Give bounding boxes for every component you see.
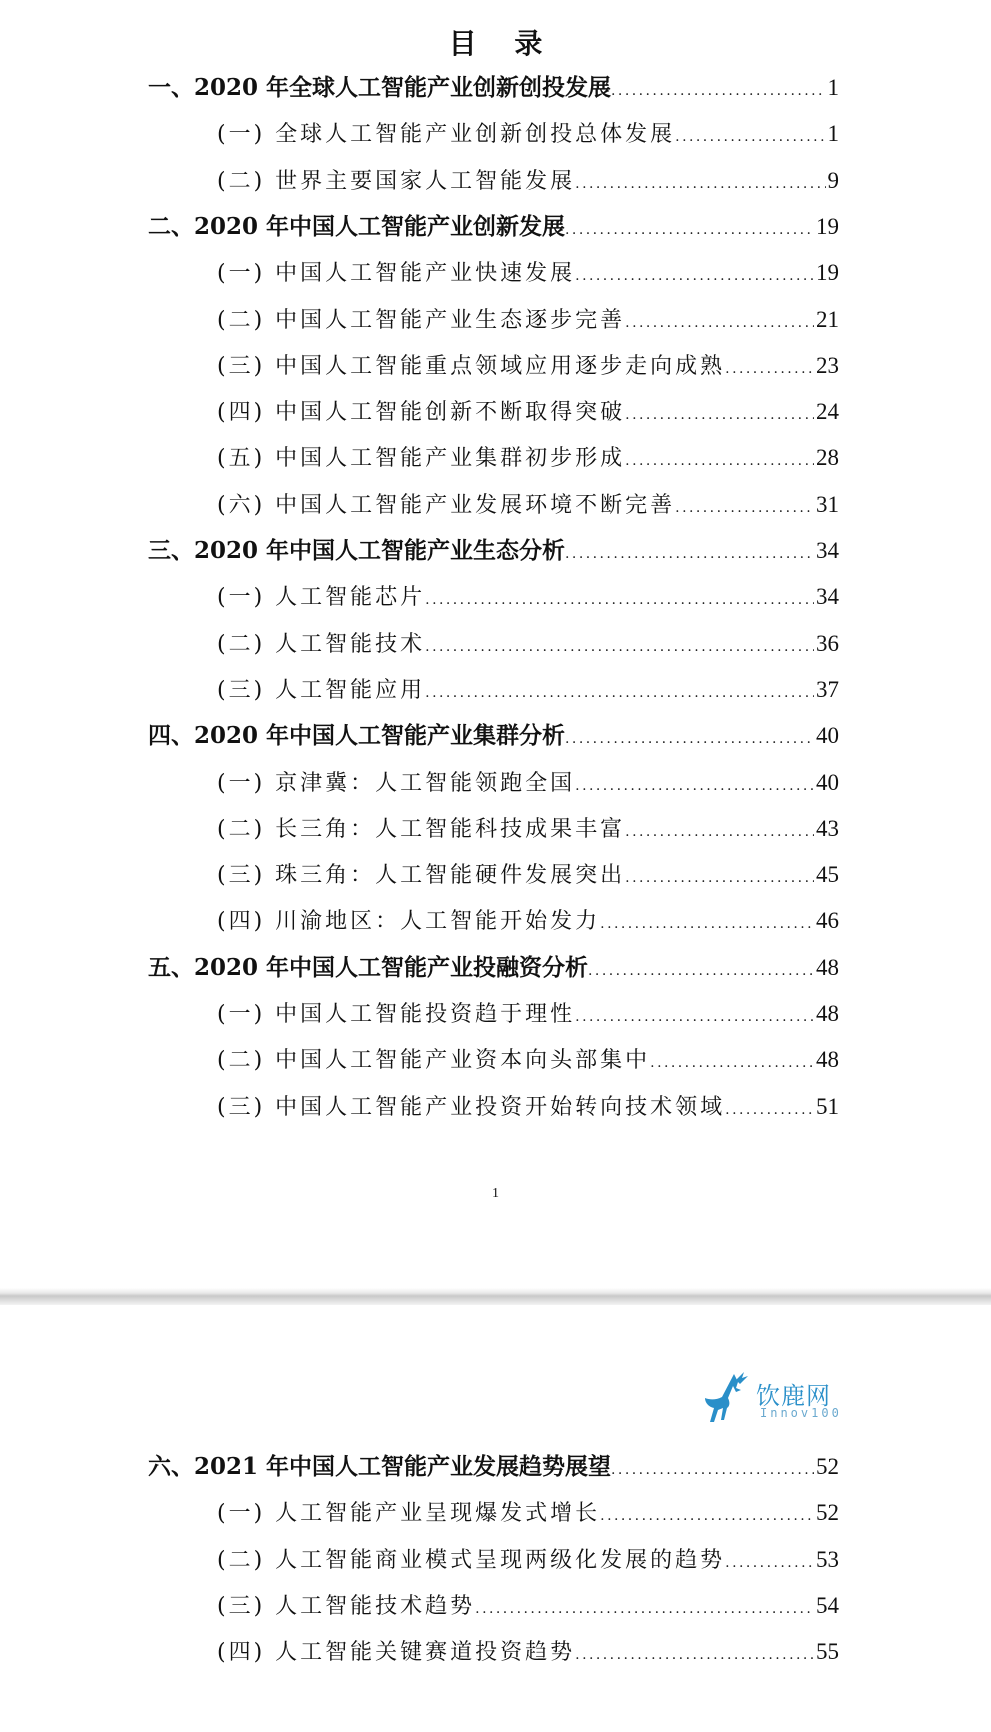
toc-section-entry[interactable] bbox=[217, 1493, 839, 1533]
toc-page-number: 51 bbox=[816, 1093, 839, 1119]
toc-entry-label: (三) 人工智能技术趋势 bbox=[217, 1593, 476, 1619]
toc-dot-leader bbox=[575, 764, 814, 806]
toc-page-number: 46 bbox=[816, 908, 839, 934]
toc-dot-leader bbox=[650, 1041, 814, 1083]
toc-chapter-entry[interactable] bbox=[148, 207, 839, 247]
toc-dot-leader bbox=[425, 671, 814, 713]
toc-entry-label: (二) 中国人工智能产业资本向头部集中 bbox=[217, 1048, 651, 1074]
toc-dot-leader bbox=[600, 902, 814, 944]
toc-dot-leader bbox=[425, 578, 814, 620]
toc-section-entry[interactable] bbox=[217, 438, 839, 478]
toc-title: 目 录 bbox=[448, 27, 557, 60]
toc-entry-label: (六) 中国人工智能产业发展环境不断完善 bbox=[217, 492, 676, 518]
toc-entry-label: (一) 人工智能芯片 bbox=[217, 585, 426, 611]
toc-page-number: 52 bbox=[816, 1454, 839, 1479]
toc-section-entry[interactable] bbox=[217, 114, 839, 154]
toc-entry-label: (三) 中国人工智能重点领域应用逐步走向成熟 bbox=[217, 353, 726, 379]
toc-dot-leader bbox=[575, 254, 814, 296]
toc-entry-label: (三) 珠三角：人工智能硬件发展突出 bbox=[217, 863, 626, 889]
toc-chapter-entry[interactable] bbox=[148, 1447, 839, 1487]
toc-section-entry[interactable] bbox=[217, 485, 839, 525]
toc-entry-label: (一) 人工智能产业呈现爆发式增长 bbox=[217, 1501, 601, 1527]
toc-entry-label: (三) 中国人工智能产业投资开始转向技术领域 bbox=[217, 1094, 726, 1120]
toc-section-entry[interactable] bbox=[217, 1632, 839, 1672]
toc-dot-leader bbox=[475, 1587, 814, 1629]
toc-dot-leader bbox=[425, 625, 814, 667]
toc-page-number: 1 bbox=[827, 121, 839, 147]
toc-page-number: 28 bbox=[816, 445, 839, 471]
toc-dot-leader bbox=[575, 162, 825, 204]
toc-dot-leader bbox=[625, 393, 814, 435]
toc-entry-label: 二、2020 年中国人工智能产业创新发展 bbox=[148, 212, 566, 240]
brand-logo bbox=[700, 1370, 850, 1430]
toc-section-entry[interactable] bbox=[217, 392, 839, 432]
toc-dot-leader bbox=[625, 810, 814, 852]
toc-entry-label: (二) 人工智能商业模式呈现两级化发展的趋势 bbox=[217, 1547, 726, 1573]
toc-section-entry[interactable] bbox=[217, 994, 839, 1034]
toc-dot-leader bbox=[565, 531, 814, 574]
toc-entry-label: (二) 长三角：人工智能科技成果丰富 bbox=[217, 816, 626, 842]
toc-section-entry[interactable] bbox=[217, 300, 839, 340]
toc-section-entry[interactable] bbox=[217, 1040, 839, 1080]
toc-section-entry[interactable] bbox=[217, 1540, 839, 1580]
toc-page-number: 23 bbox=[816, 352, 839, 378]
toc-dot-leader bbox=[611, 1447, 814, 1490]
toc-dot-leader bbox=[600, 1494, 814, 1536]
toc-entry-label: 一、2020 年全球人工智能产业创新创投发展 bbox=[148, 74, 612, 101]
toc-entry-label: 五、2020 年中国人工智能产业投融资分析 bbox=[148, 953, 589, 981]
toc-section-entry[interactable] bbox=[217, 855, 839, 895]
toc-page-number: 34 bbox=[816, 584, 839, 610]
toc-page-number: 40 bbox=[816, 769, 839, 795]
toc-dot-leader bbox=[575, 1633, 814, 1675]
toc-section-entry[interactable] bbox=[217, 577, 839, 617]
toc-page-number: 1 bbox=[827, 75, 839, 100]
toc-dot-leader bbox=[725, 1541, 814, 1583]
toc-section-entry[interactable] bbox=[217, 624, 839, 664]
toc-section-entry[interactable] bbox=[217, 763, 839, 803]
toc-chapter-entry[interactable] bbox=[148, 948, 839, 988]
toc-dot-leader bbox=[625, 439, 814, 481]
toc-page-number: 48 bbox=[816, 1047, 839, 1073]
toc-entry-label: (三) 人工智能应用 bbox=[217, 677, 426, 703]
toc-dot-leader bbox=[675, 486, 814, 528]
toc-chapter-entry[interactable] bbox=[148, 531, 839, 571]
toc-page-number: 55 bbox=[816, 1639, 839, 1665]
toc-page-number: 48 bbox=[816, 1001, 839, 1026]
toc-entry-label: (一) 京津冀：人工智能领跑全国 bbox=[217, 770, 576, 796]
logo-text-en: Innov100 bbox=[760, 1406, 842, 1420]
toc-dot-leader bbox=[575, 995, 814, 1037]
toc-dot-leader bbox=[588, 948, 814, 991]
toc-entry-label: (四) 人工智能关键赛道投资趋势 bbox=[217, 1640, 576, 1666]
toc-page-number: 21 bbox=[816, 306, 839, 332]
toc-page-number: 52 bbox=[816, 1500, 839, 1526]
toc-entry-label: (二) 中国人工智能产业生态逐步完善 bbox=[217, 307, 626, 333]
toc-entry-label: 三、2020 年中国人工智能产业生态分析 bbox=[148, 537, 566, 564]
toc-entry-label: (二) 人工智能技术 bbox=[217, 631, 426, 657]
toc-dot-leader bbox=[565, 716, 814, 759]
toc-section-entry[interactable] bbox=[217, 809, 839, 849]
toc-section-entry[interactable] bbox=[217, 161, 839, 201]
toc-entry-label: 六、2021 年中国人工智能产业发展趋势展望 bbox=[148, 1453, 612, 1480]
toc-section-entry[interactable] bbox=[217, 253, 839, 293]
toc-entry-label: (二) 世界主要国家人工智能发展 bbox=[217, 168, 576, 194]
toc-entry-label: (四) 川渝地区：人工智能开始发力 bbox=[217, 909, 601, 935]
toc-section-entry[interactable] bbox=[217, 1087, 839, 1127]
page-separator bbox=[0, 1288, 991, 1305]
toc-entry-label: (一) 中国人工智能产业快速发展 bbox=[217, 261, 576, 287]
toc-page-number: 48 bbox=[816, 954, 839, 980]
page-number: 1 bbox=[492, 1186, 499, 1201]
toc-dot-leader bbox=[675, 115, 825, 157]
toc-section-entry[interactable] bbox=[217, 1586, 839, 1626]
toc-dot-leader bbox=[625, 856, 814, 898]
logo-text-cn: 饮鹿网 bbox=[756, 1382, 831, 1410]
toc-dot-leader bbox=[725, 347, 814, 389]
toc-page-number: 54 bbox=[816, 1592, 839, 1618]
toc-page-number: 19 bbox=[816, 213, 839, 239]
toc-page-number: 34 bbox=[816, 538, 839, 563]
toc-dot-leader bbox=[725, 1088, 814, 1130]
toc-page-number: 31 bbox=[816, 491, 839, 517]
toc-section-entry[interactable] bbox=[217, 901, 839, 941]
toc-entry-label: 四、2020 年中国人工智能产业集群分析 bbox=[148, 722, 566, 750]
toc-page-number: 40 bbox=[816, 723, 839, 749]
toc-page-number: 37 bbox=[816, 676, 839, 702]
toc-page-number: 53 bbox=[816, 1546, 839, 1572]
toc-dot-leader bbox=[625, 301, 814, 343]
toc-page-number: 19 bbox=[816, 260, 839, 286]
toc-page-number: 36 bbox=[816, 630, 839, 656]
toc-entry-label: (五) 中国人工智能产业集群初步形成 bbox=[217, 446, 626, 472]
toc-page-number: 24 bbox=[816, 399, 839, 425]
toc-entry-label: (一) 全球人工智能产业创新创投总体发展 bbox=[217, 122, 676, 148]
deer-icon bbox=[700, 1370, 756, 1430]
toc-page-number: 9 bbox=[827, 167, 839, 193]
document-page-2 bbox=[0, 1305, 991, 1732]
toc-section-entry[interactable] bbox=[217, 346, 839, 386]
toc-entry-label: (一) 中国人工智能投资趋于理性 bbox=[217, 1002, 576, 1027]
toc-section-entry[interactable] bbox=[217, 670, 839, 710]
toc-page-number: 45 bbox=[816, 862, 839, 888]
toc-dot-leader bbox=[611, 68, 825, 111]
toc-chapter-entry[interactable] bbox=[148, 68, 839, 108]
toc-page-number: 43 bbox=[816, 815, 839, 841]
toc-chapter-entry[interactable] bbox=[148, 716, 839, 756]
toc-entry-label: (四) 中国人工智能创新不断取得突破 bbox=[217, 400, 626, 426]
toc-dot-leader bbox=[565, 207, 814, 250]
